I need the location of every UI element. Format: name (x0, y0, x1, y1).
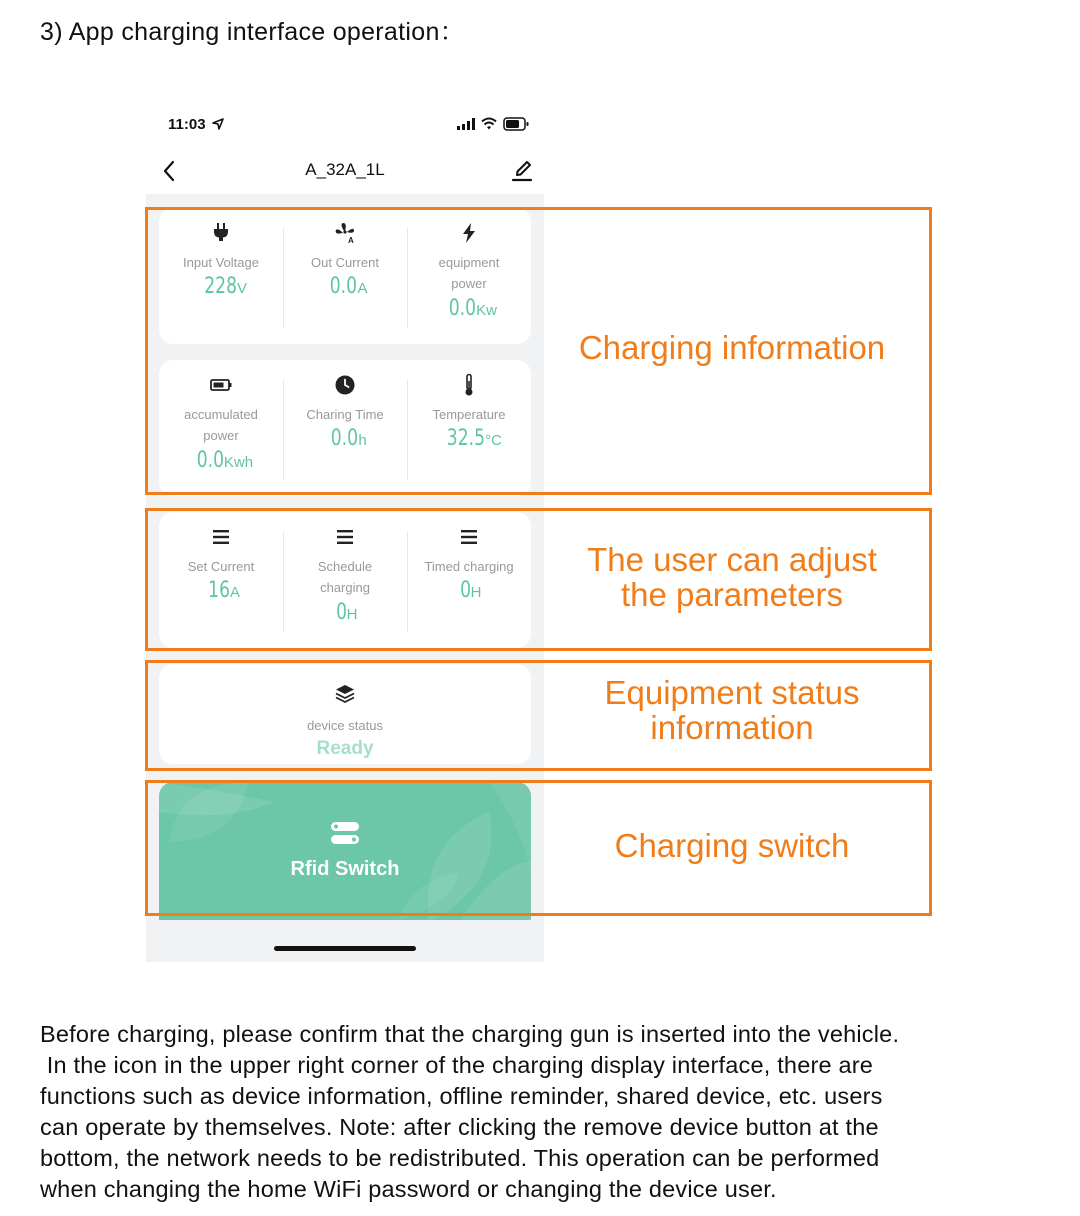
param-label: Timed charging (424, 559, 514, 574)
edit-icon[interactable] (510, 158, 534, 184)
device-status-label: device status (307, 718, 383, 733)
param-value: 0H (459, 578, 482, 603)
status-time: 11:03 (168, 116, 206, 133)
info-value: 0.0Kw (448, 296, 497, 321)
home-indicator (274, 946, 416, 951)
instruction-paragraph: Before charging, please confirm that the charging gun is inserted into the vehicle. In the icon in the upper right corner of the charging display interface, there are functions such as device information, offline reminder, shared device, etc. users can operate by themselves. Note: after clicking the remove device button at the bottom, the network needs to be redistributed. This operation can be performed when changing the home WiFi password or changing the device user. (40, 1021, 900, 1202)
info-value: 228V (204, 274, 247, 299)
info-label: Temperature (432, 407, 506, 422)
annotation-adjust-parameters: The user can adjust the parameters (587, 541, 877, 613)
device-status-value: Ready (316, 738, 374, 759)
info-label: equipment power (438, 255, 500, 291)
device-title: A_32A_1L (305, 160, 385, 179)
location-arrow-icon (212, 118, 224, 130)
battery-status-icon (503, 117, 529, 131)
param-label: Schedule charging (317, 559, 373, 595)
param-value: 0H (335, 600, 358, 625)
param-label: Set Current (187, 559, 255, 574)
nav-bar (146, 152, 544, 192)
info-label: Input Voltage (183, 255, 259, 270)
info-value: 0.0A (330, 274, 368, 299)
wifi-icon (481, 117, 497, 130)
annotation-equipment-status: Equipment status information (604, 674, 860, 746)
annotation-charging-switch: Charging switch (614, 827, 850, 864)
param-value: 16A (208, 578, 240, 603)
info-label: accumulated power (184, 407, 258, 443)
info-value: 0.0Kwh (196, 448, 254, 473)
section-heading: 3) App charging interface operation： (40, 18, 465, 46)
svg-text:A: A (348, 236, 354, 245)
cellular-signal-icon (457, 118, 475, 130)
info-value: 0.0h (331, 426, 367, 451)
info-label: Out Current (311, 255, 379, 270)
info-value: 32.5°C (446, 426, 502, 451)
rfid-switch-label: Rfid Switch (290, 858, 400, 880)
info-label: Charing Time (306, 407, 384, 422)
status-bar (146, 96, 544, 152)
annotation-charging-information: Charging information (578, 329, 886, 366)
